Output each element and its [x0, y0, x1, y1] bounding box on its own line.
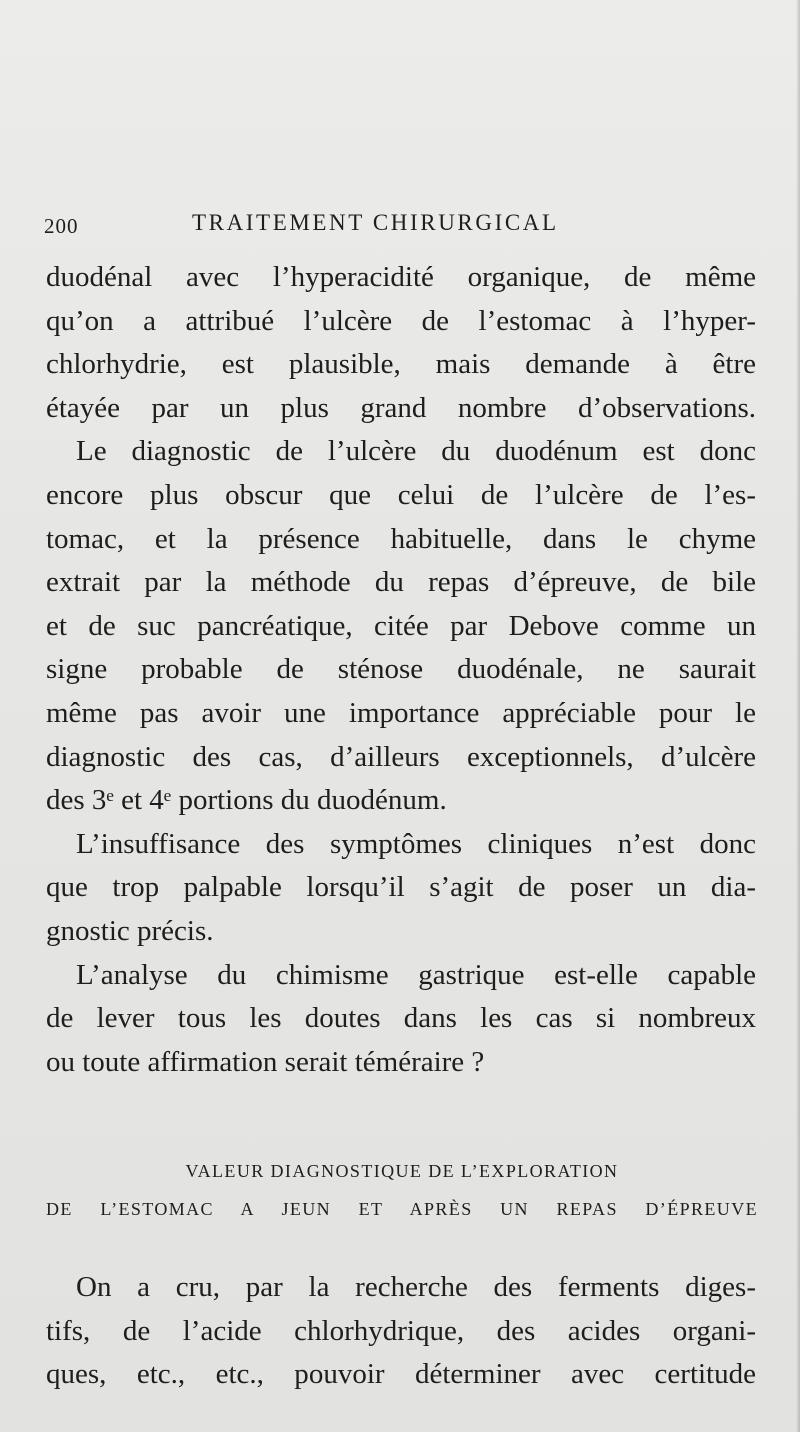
section-heading-line-2: DE L’ESTOMAC A JEUN ET APRÈS UN REPAS D’ÉPREUVE — [46, 1199, 758, 1219]
text-line: extrait par la méthode du repas d’épreuve, de bile — [46, 566, 756, 599]
text-line: même pas avoir une importance appréciable pour le — [46, 696, 756, 729]
text-line: qu’on a attribué l’ulcère de l’estomac à l’hyper- — [46, 304, 756, 337]
text-line: L’insuffisance des symptômes cliniques n’est donc — [76, 827, 756, 860]
text-line: de lever tous les doutes dans les cas si nombreux — [46, 1002, 756, 1035]
text-line: tomac, et la présence habituelle, dans le chyme — [46, 522, 756, 555]
body-text-block-2 — [46, 1266, 756, 1397]
page-edge-shadow — [796, 0, 800, 1432]
running-title: TRAITEMENT CHIRURGICAL — [192, 210, 559, 235]
text-line: ou toute affirmation serait téméraire ? — [46, 1045, 485, 1078]
text-line: que trop palpable lorsqu’il s’agit de poser un dia- — [46, 871, 756, 904]
text-line: étayée par un plus grand nombre d’observations. — [46, 391, 756, 424]
text-line: diagnostic des cas, d’ailleurs exceptionnels, d’ulcère — [46, 740, 756, 773]
body-text-block-1 — [46, 256, 756, 1084]
text-line: tifs, de l’acide chlorhydrique, des acides organi- — [46, 1314, 756, 1347]
text-line: gnostic précis. — [46, 914, 214, 947]
text-line: On a cru, par la recherche des ferments diges- — [76, 1271, 756, 1303]
text-line: des 3ᵉ et 4ᵉ portions du duodénum. — [46, 784, 447, 817]
text-line: duodénal avec l’hyperacidité organique, de même — [46, 261, 756, 293]
text-line: encore plus obscur que celui de l’ulcère de l’es- — [46, 478, 756, 511]
text-line: chlorhydrie, est plausible, mais demande à être — [46, 348, 756, 381]
page-number: 200 — [44, 214, 79, 238]
section-heading-line-1: VALEUR DIAGNOSTIQUE DE L’EXPLORATION — [185, 1161, 619, 1181]
text-line: et de suc pancréatique, citée par Debove comme un — [46, 609, 756, 642]
text-line: Le diagnostic de l’ulcère du duodénum est donc — [76, 435, 756, 468]
text-line: L’analyse du chimisme gastrique est-elle capable — [76, 958, 756, 991]
text-line: signe probable de sténose duodénale, ne saurait — [46, 653, 756, 686]
running-head — [44, 206, 756, 246]
section-heading — [46, 1152, 758, 1228]
text-line: ques, etc., etc., pouvoir déterminer avec certitude — [46, 1358, 756, 1391]
